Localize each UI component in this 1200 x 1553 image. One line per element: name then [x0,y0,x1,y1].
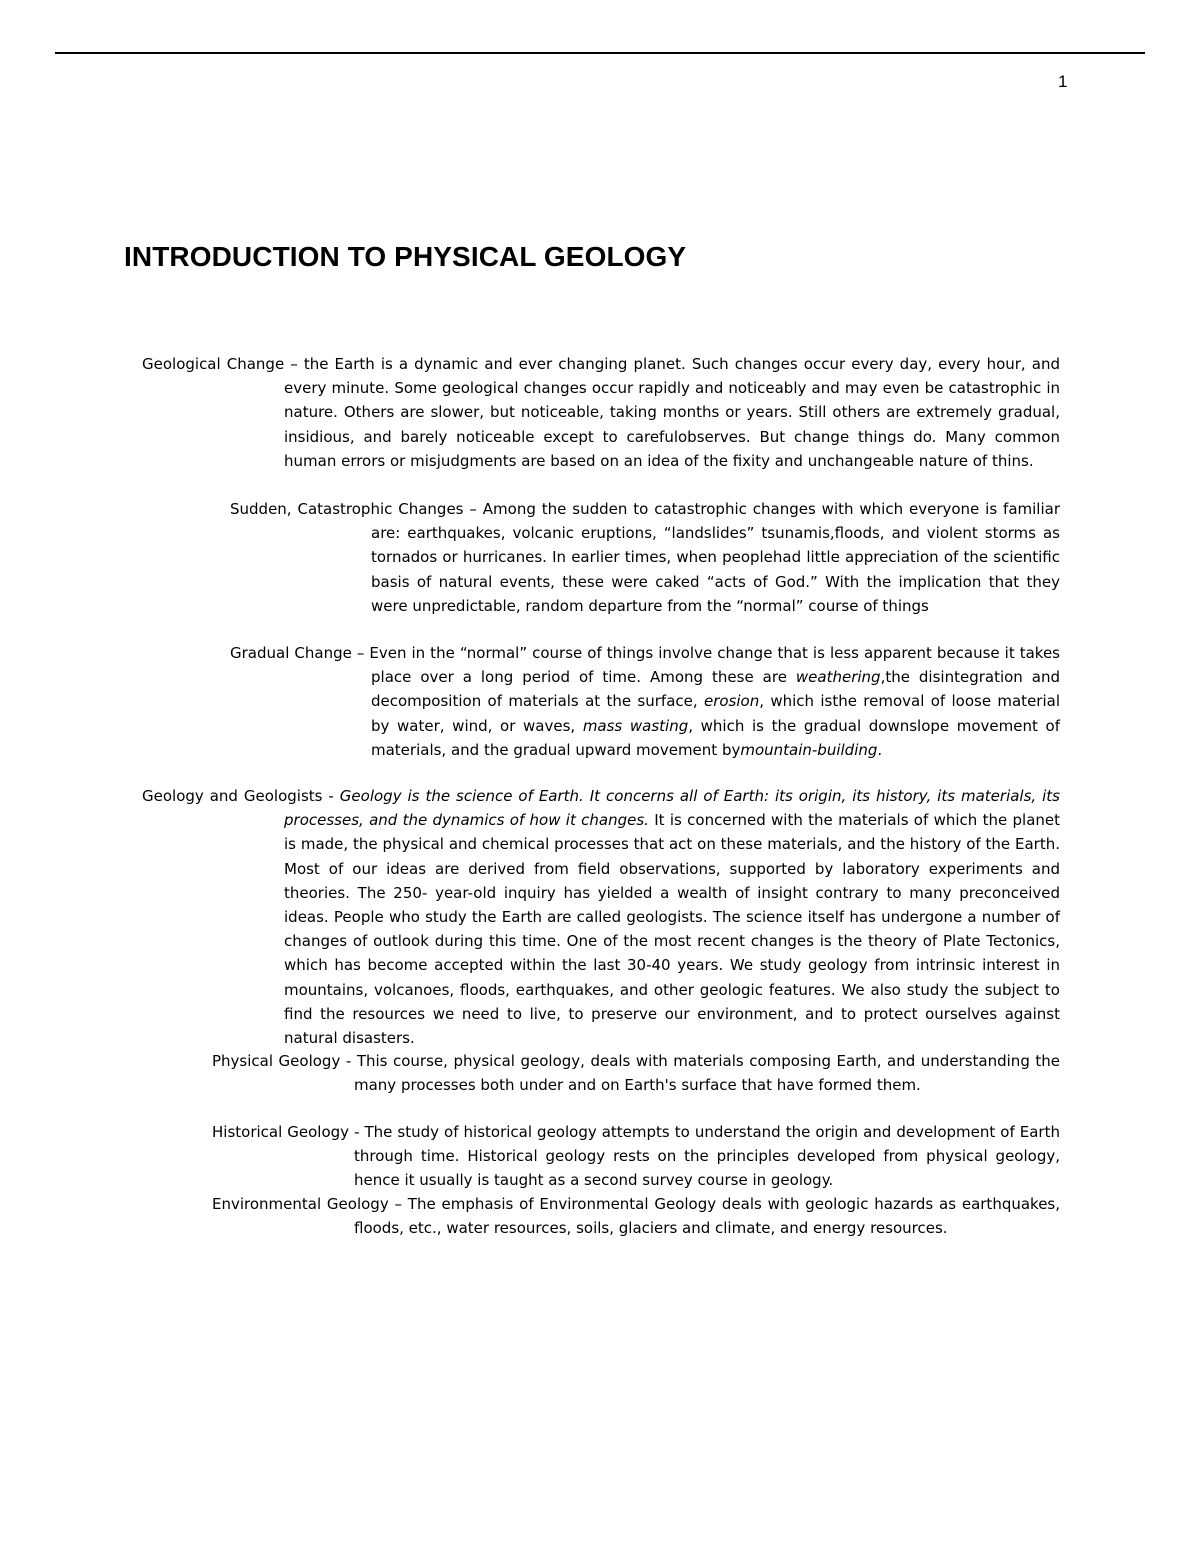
historical-geology-text: - The study of historical geology attempts to understand the origin and development of Earth through time. Historical geology rests on the principles developed from physical geology, hence it usually is taught as a second survey course in geology. [349,1123,1060,1190]
document-title: INTRODUCTION TO PHYSICAL GEOLOGY [124,241,687,272]
gradual-change-text: . [877,740,883,759]
mass-wasting-term: mass wasting [582,716,689,735]
gradual-change-entry [230,641,1060,762]
sudden-change-term: Sudden, Catastrophic Changes [230,500,464,518]
weathering-term: weathering [795,668,881,687]
sudden-change-text: – Among the sudden to catastrophic changes with which everyone is familiar are: earthquakes, volcanic eruptions, “landslides” tsunamis,floods, and violent storms as tornados or hurricanes. In earlier times, when peoplehad little appreciation of the scientific basis of natural events, these were caked “acts of God.” With the implication that they were unpredictable, random departure from the “normal” course of things [371,500,1060,615]
physical-geology-term: Physical Geology [212,1052,341,1070]
geological-change-text: – the Earth is a dynamic and ever changing planet. Such changes occur every day, every hour, and every minute. Some geological changes occur rapidly and noticeably and may even be catastrophic in nature. Others are slower, but noticeable, taking months or years. Still others are extremely gradual, insidious, and barely noticeable except to carefulobserves. But change things do. Many common human errors or misjudgments are based on an idea of the fixity and unchangeable nature of thins. [284,355,1060,470]
environmental-geology-text: – The emphasis of Environmental Geology deals with geologic hazards as earthquakes, floods, etc., water resources, soils, glaciers and climate, and energy resources. [354,1195,1061,1238]
geology-definition: Geology is the science of Earth. It concerns all of Earth: its origin, its history, its materials, its processes, and the dynamics of how it changes. [284,787,1060,830]
geology-and-geologists-text: It is concerned with the materials of which the planet is made, the physical and chemical processes that act on these materials, and the history of the Earth. Most of our ideas are derived from field observations, supported by laboratory experiments and theories. The 250- year-old inquiry has yielded a wealth of insight contrary to many preconceived ideas. People who study the Earth are called geologists. The science itself has undergone a number of changes of outlook during this time. One of the most recent changes is the theory of Plate Tectonics, which has become accepted within the last 30-40 years. We study geology from intrinsic interest in mountains, volcanoes, floods, earthquakes, and other geologic features. We also study the subject to find the resources we need to live, to preserve our environment, and to protect ourselves against natural disasters. [284,811,1060,1048]
sudden-change-entry [230,497,1060,618]
gradual-change-text: , which isthe removal of loose material by water, wind, or waves, [371,692,1060,735]
geological-change-entry [142,352,1060,473]
gradual-change-term: Gradual Change [230,644,352,662]
environmental-geology-entry [212,1192,1060,1240]
geology-and-geologists-entry [142,784,1060,1050]
gradual-change-text: ,the disintegration and decomposition of materials at the surface, [371,668,1060,711]
gradual-change-text: – Even in the “normal” course of things involve change that is less apparent because it takes place over a long period of time. Among these are [351,644,1060,687]
mountain-building-term: mountain-building [740,740,878,759]
environmental-geology-term: Environmental Geology [212,1195,389,1213]
physical-geology-entry [212,1049,1060,1097]
erosion-term: erosion [703,692,760,711]
header-rule [55,52,1145,54]
geological-change-term: Geological Change [142,355,285,373]
gradual-change-text: , which is the gradual downslope movement of materials, and the gradual upward movement by [371,716,1060,759]
historical-geology-entry [212,1120,1060,1193]
historical-geology-term: Historical Geology [212,1123,350,1141]
geology-and-geologists-text: - [322,787,340,805]
physical-geology-text: - This course, physical geology, deals with materials composing Earth, and understanding the many processes both under and on Earth's surface that have formed them. [340,1052,1060,1095]
page-number: 1 [1058,72,1068,91]
geology-and-geologists-term: Geology and Geologists [142,787,323,805]
